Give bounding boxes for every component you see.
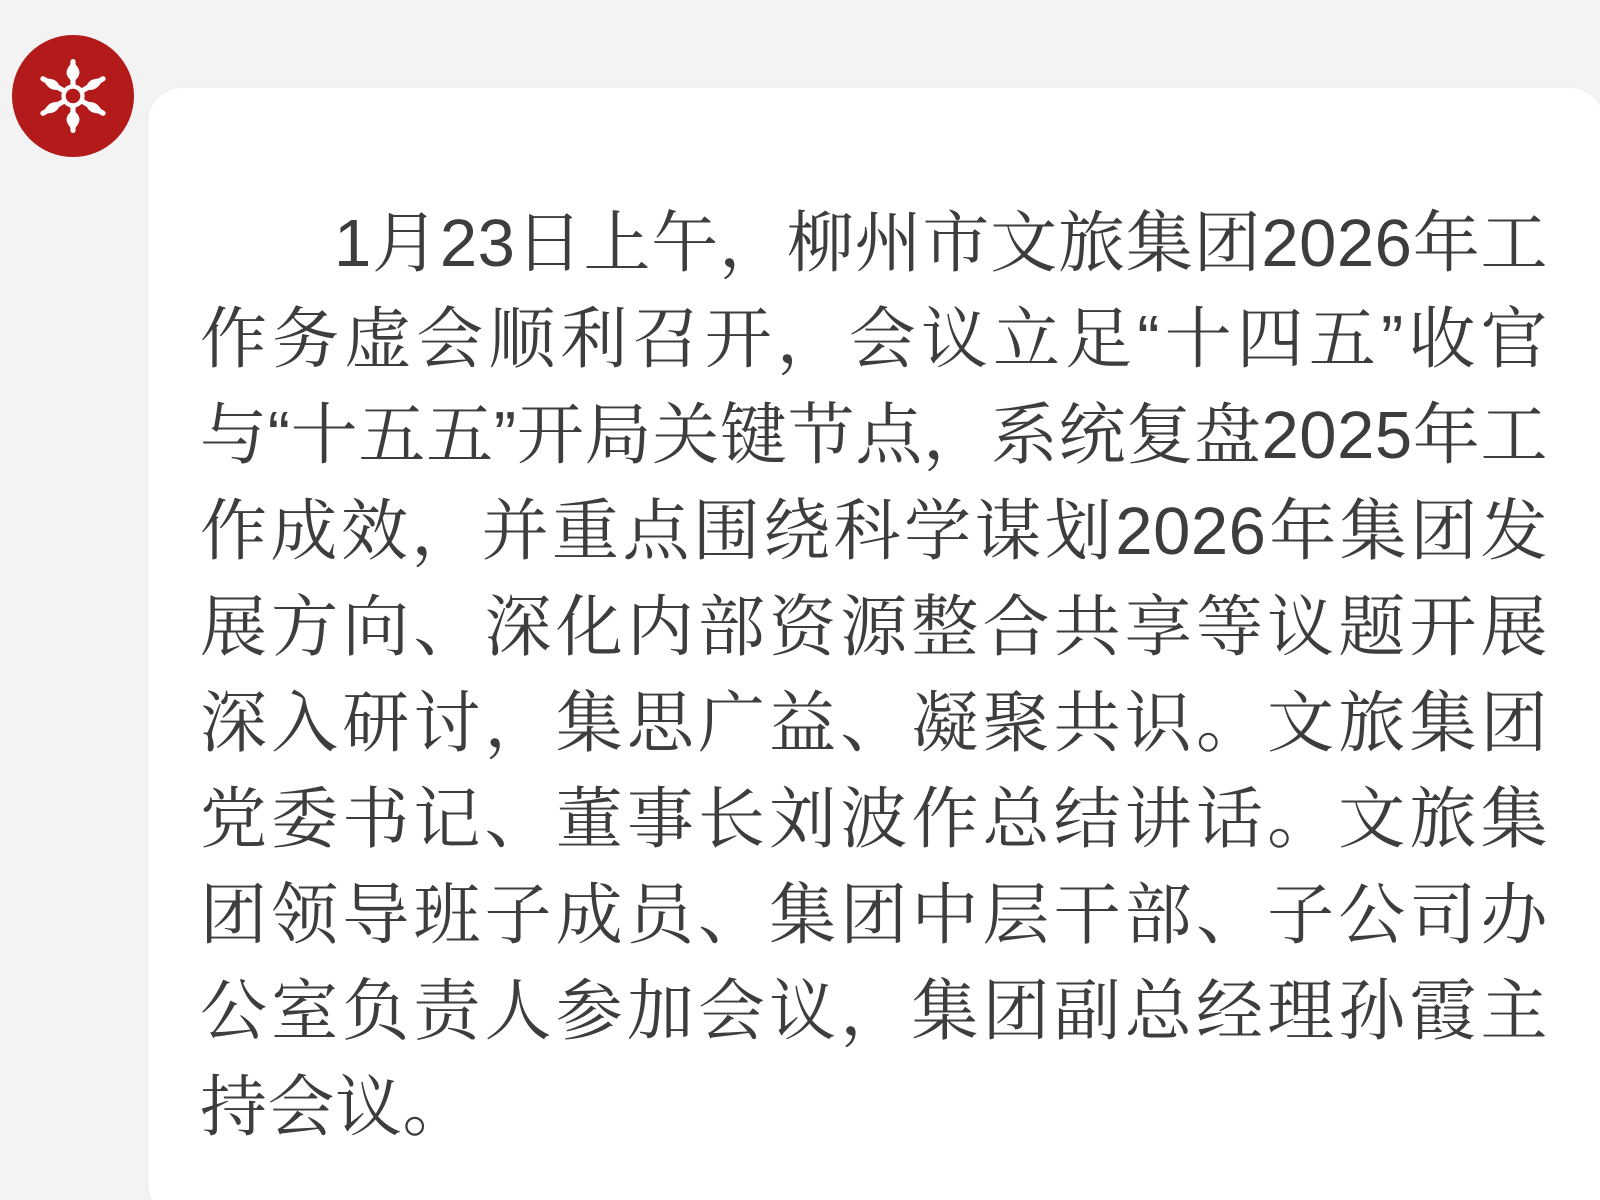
article-card-inner (148, 88, 1600, 1156)
article-body-text: 1月23日上午，柳州市文旅集团2026年工作务虚会顺利召开，会议立足“十四五”收官与“十五五”开局关键节点，系统复盘2025年工作成效，并重点围绕科学谋划2026年集团发展方向、深化内部资源整合共享等议题开展深入研讨，集思广益、凝聚共识。文旅集团党委书记、董事长刘波作总结讲话。文旅集团领导班子成员、集团中层干部、子公司办公室负责人参加会议，集团副总经理孙霞主持会议。 (200, 206, 1548, 1145)
snowflake-emblem-icon (30, 53, 116, 139)
avatar[interactable] (12, 35, 134, 157)
article-card (148, 88, 1600, 1200)
